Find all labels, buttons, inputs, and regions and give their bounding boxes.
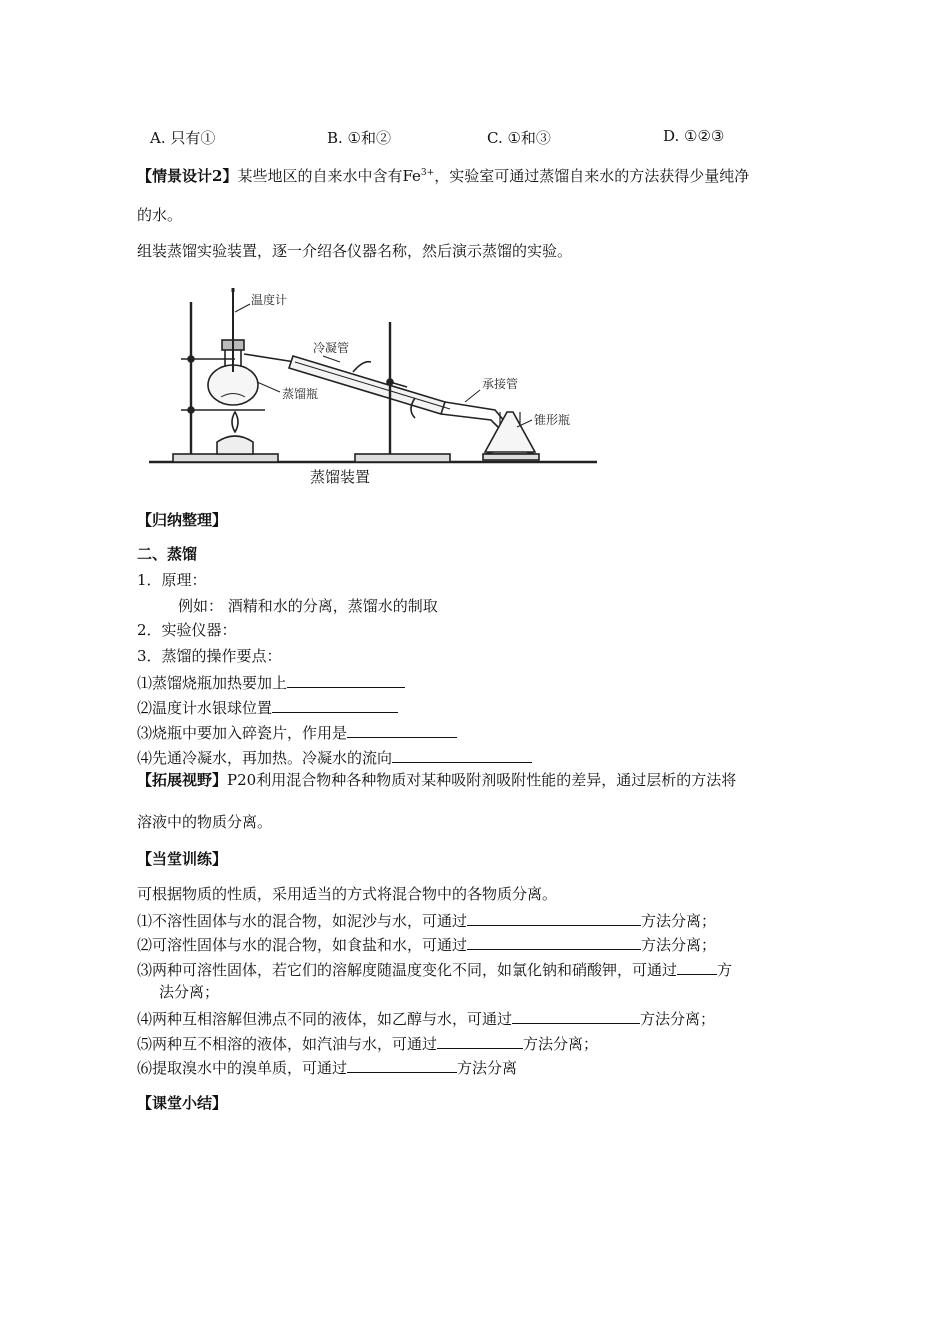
question-1-text: ⑴不溶性固体与水的混合物，如泥沙与水，可通过 [137,912,468,930]
principle-item: 1．原理： [137,571,207,589]
point-2-text: ⑵温度计水银球位置 [137,699,273,717]
summary-heading: 【归纳整理】 [137,511,228,529]
practice-intro: 可根据物质的性质，采用适当的方式将混合物中的各物质分离。 [137,885,558,903]
instruments-item: 2．实验仪器： [137,621,237,639]
point-4-text: ⑷先通冷凝水，再加热。冷凝水的流向 [137,749,393,767]
expand-line-2: 溶液中的物质分离。 [137,813,273,831]
question-6-blank[interactable] [347,1056,457,1073]
distillation-apparatus-figure [145,282,605,487]
question-3 [137,958,732,980]
scenario-superscript: 3+ [420,168,435,178]
question-4-text: ⑷两种互相溶解但沸点不同的液体，如乙醇与水，可通过 [137,1010,513,1028]
question-1 [137,909,716,931]
point-2 [137,696,398,718]
point-3-text: ⑶烧瓶中要加入碎瓷片，作用是 [137,724,348,742]
question-3-blank[interactable] [677,958,717,975]
point-1-text: ⑴蒸馏烧瓶加热要加上 [137,674,288,692]
question-4 [137,1007,715,1029]
question-2-text: ⑵可溶性固体与水的混合物，如食盐和水，可通过 [137,936,468,954]
question-1-tail: 方法分离； [641,912,717,930]
point-1 [137,671,405,693]
question-5-text: ⑸两种互不相溶的液体，如汽油与水，可通过 [137,1035,438,1053]
label-distilling-flask: 蒸馏瓶 [282,387,319,401]
choice-a: A. 只有① [150,129,216,147]
scenario-label: 【情景设计2】 [137,167,238,185]
scenario-line-2: 的水。 [137,206,183,224]
question-4-blank[interactable] [512,1007,640,1024]
point-2-blank[interactable] [272,696,398,713]
point-4-blank[interactable] [392,746,532,763]
question-2-tail: 方法分离； [641,936,717,954]
question-3-continuation: 法分离； [159,983,220,1001]
scenario-text-tail: ，实验室可通过蒸馏自来水的方法获得少量纯净 [434,167,750,185]
question-6 [137,1056,517,1078]
expand-label: 【拓展视野】 [137,771,228,789]
point-4 [137,746,532,768]
choice-c: C. ①和③ [487,129,551,147]
point-3-blank[interactable] [347,721,457,738]
question-3-text: ⑶两种可溶性固体，若它们的溶解度随温度变化不同，如氯化钠和硝酸钾，可通过 [137,961,678,979]
question-3-tail: 方 [717,961,733,979]
question-5-tail: 方法分离； [523,1035,599,1053]
label-erlenmeyer-flask: 锥形瓶 [534,413,571,427]
scenario-line-3: 组装蒸馏实验装置，逐一介绍各仪器名称，然后演示蒸馏的实验。 [137,242,573,260]
label-thermometer: 温度计 [251,293,288,307]
choice-d: D. ①②③ [663,127,725,145]
section-title: 二、蒸馏 [137,545,198,563]
question-2-blank[interactable] [467,933,641,950]
practice-heading: 【当堂训练】 [137,850,228,868]
question-2 [137,933,716,955]
scenario-text: 某些地区的自来水中含有Fe [237,167,421,185]
question-5-blank[interactable] [437,1032,523,1049]
question-6-tail: 方法分离 [457,1059,518,1077]
question-6-text: ⑹提取溴水中的溴单质，可通过 [137,1059,348,1077]
label-adapter: 承接管 [482,377,519,391]
principle-example: 例如： 酒精和水的分离，蒸馏水的制取 [178,597,438,615]
question-4-tail: 方法分离； [640,1010,716,1028]
label-condenser: 冷凝管 [313,341,350,355]
choice-b: B. ①和② [327,129,392,147]
apparatus-drawing [145,282,605,487]
point-3 [137,721,457,743]
scenario-line-1 [137,163,749,186]
expand-text: P20利用混合物种各种物质对某种吸附剂吸附性能的差异，通过层析的方法将 [227,771,737,789]
question-1-blank[interactable] [467,909,641,926]
question-5 [137,1032,598,1054]
point-1-blank[interactable] [287,671,405,688]
class-summary-heading: 【课堂小结】 [137,1094,228,1112]
figure-caption: 蒸馏装置 [310,468,371,486]
operation-points-item: 3．蒸馏的操作要点： [137,647,282,665]
expand-line-1 [137,770,736,790]
